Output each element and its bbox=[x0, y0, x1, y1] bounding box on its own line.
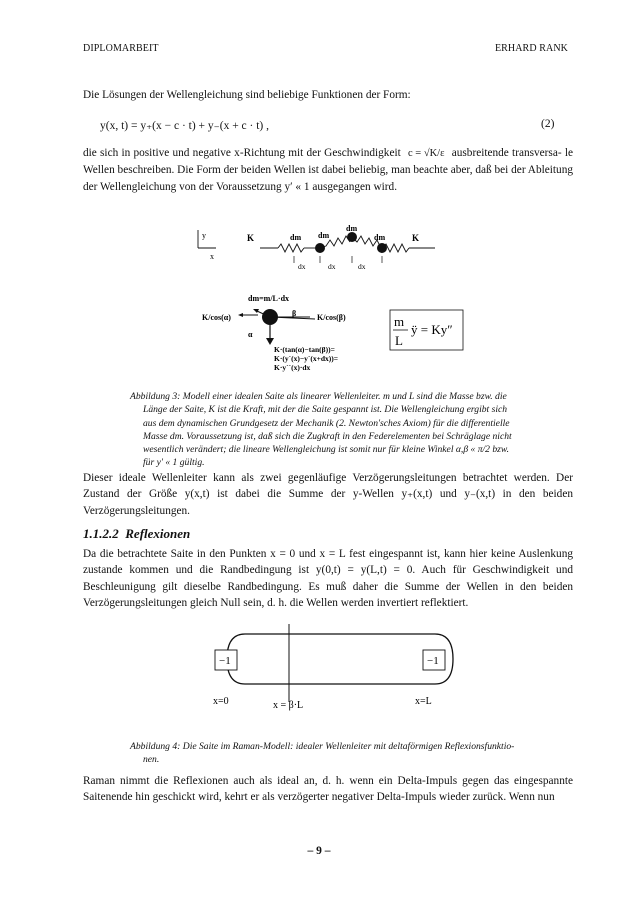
axis-y-label: y bbox=[202, 231, 206, 240]
para2-text-rest: le Wellen beschreiben. Die Form der beiden Wellen ist dabei beliebig, man beachte aber, daß bei der Ableitung der Wellengleichung von der Voraussetzung y′ « 1 ausgegangen wird. bbox=[83, 147, 573, 193]
force-equation-2: K·(y´(x)−y´(x+dx))= bbox=[274, 354, 339, 363]
force-equation-1: K·(tan(α)−tan(β))= bbox=[274, 345, 335, 354]
force-label-right: K bbox=[412, 233, 420, 243]
mass-label-3: dm bbox=[346, 224, 358, 233]
section-number: 1.1.2.2 bbox=[83, 526, 119, 541]
dx-label-2: dx bbox=[328, 262, 336, 271]
box-length: L bbox=[395, 333, 403, 348]
caption4-line-1: Abbildung 4: Die Saite im Raman-Modell: idealer Wellenleiter mit deltaförmigen Reflexionsfunktio- bbox=[130, 741, 515, 752]
mass-label-2: dm bbox=[318, 231, 330, 240]
para2-text-b: ausbreitende transversa- bbox=[451, 147, 562, 159]
angle-alpha: α bbox=[248, 330, 253, 339]
paragraph-wave-speed bbox=[83, 145, 573, 195]
force-equation-3: K·y´´(x)·dx bbox=[274, 363, 311, 372]
box-mass: m bbox=[394, 314, 405, 329]
paragraph-boundary-conditions: Da die betrachtete Saite in den Punkten x = 0 und x = L fest eingespannt ist, kann hier keine Auslenkung zustande kommen und die Randbedingung ist y(0,t) = y(L,t) = 0. Auch für Geschwindigkeit und Beschleunigung gilt dieselbe Randbedingung. Es muß daher die Summe der Wellen in den beiden Verzögerungsleitungen gleich Null sein, d. h. die Wellen werden invertiert reflektiert. bbox=[83, 548, 573, 610]
left-reflection-value: −1 bbox=[219, 655, 231, 667]
force-alpha-label: K/cos(α) bbox=[202, 313, 231, 322]
paragraph-raman: Raman nimmt die Reflexionen auch als ideal an, d. h. wenn ein Delta-Impuls gegen das eingespannte Saitenende hin geschickt wird, kehrt er als verzögerter negativer Delta-Impuls wieder zurück. Wenn nun bbox=[83, 775, 573, 804]
section-heading bbox=[83, 526, 190, 542]
caption3-line-6: für y′ « 1 gültig. bbox=[143, 457, 205, 469]
mass-label-4: dm bbox=[374, 233, 386, 242]
figure-3-string-model bbox=[150, 218, 480, 383]
dx-label-1: dx bbox=[298, 262, 306, 271]
paragraph-delay-lines: Dieser ideale Wellenleiter kann als zwei gegenläufige Verzögerungsleitungen betrachtet werden. Der Zustand der Größe y(x,t) ist dabei die Summe der y-Wellen y₊(x,t) und y₋(x,t) in den beiden Verzögerungsleitungen. bbox=[83, 472, 573, 517]
page-number: – 9 – bbox=[307, 845, 331, 857]
figure-4-raman-model bbox=[195, 622, 465, 714]
caption3-line-2: Länge der Saite, K ist die Kraft, mit der die Saite gespannt ist. Die Wellengleichung ergibt sich bbox=[143, 404, 508, 416]
axis-x-label: x bbox=[210, 252, 214, 261]
caption3-line-5: wesentlich verändert; die lineare Wellengleichung ist somit nur für kleine Winkel α,β « π/2 bzw. bbox=[143, 444, 509, 456]
angle-beta: β bbox=[292, 309, 297, 318]
spring-1 bbox=[278, 244, 304, 252]
right-reflection-value: −1 bbox=[427, 655, 439, 667]
running-header-left: DIPLOMARBEIT bbox=[83, 43, 159, 54]
caption4-line-2: nen. bbox=[143, 754, 160, 766]
equation-number: (2) bbox=[541, 118, 555, 130]
para2-text-a: die sich in positive und negative x-Richtung mit der Geschwindigkeit bbox=[83, 147, 401, 159]
running-header-right: ERHARD RANK bbox=[494, 43, 568, 54]
wave-speed-formula: c = √K/ε bbox=[407, 148, 445, 159]
mass-label-1: dm bbox=[290, 233, 302, 242]
caption3-line-4: Masse dm. Voraussetzung ist, daß sich die Zugkraft in den Federelementen bei Schräglage nicht bbox=[143, 430, 512, 442]
caption-figure-3 bbox=[130, 390, 530, 470]
paragraph-intro: Die Lösungen der Wellengleichung sind beliebige Funktionen der Form: bbox=[83, 89, 411, 101]
label-x0: x=0 bbox=[213, 696, 229, 707]
section-title: Reflexionen bbox=[125, 526, 191, 541]
caption3-line-1: Abbildung 3: Modell einer idealen Saite als linearer Wellenleiter. m und L sind die Masse bzw. die bbox=[130, 391, 507, 402]
label-xL: x=L bbox=[415, 696, 432, 707]
caption3-line-3: aus dem dynamischen Grundgesetz der Mechanik (2. Newton'sches Axiom) für die differentielle bbox=[143, 417, 510, 429]
equation-2: y(x, t) = y₊(x − c · t) + y₋(x + c · t) , bbox=[100, 120, 270, 132]
label-xbeta: x = β·L bbox=[273, 700, 304, 711]
box-rhs: ÿ = Ky″ bbox=[411, 322, 453, 337]
force-beta-label: K/cos(β) bbox=[317, 313, 346, 322]
force-label-left: K bbox=[247, 233, 255, 243]
caption-figure-4 bbox=[130, 740, 550, 767]
dx-label-3: dx bbox=[358, 262, 366, 271]
mass-definition: dm=m/L·dx bbox=[248, 294, 290, 303]
